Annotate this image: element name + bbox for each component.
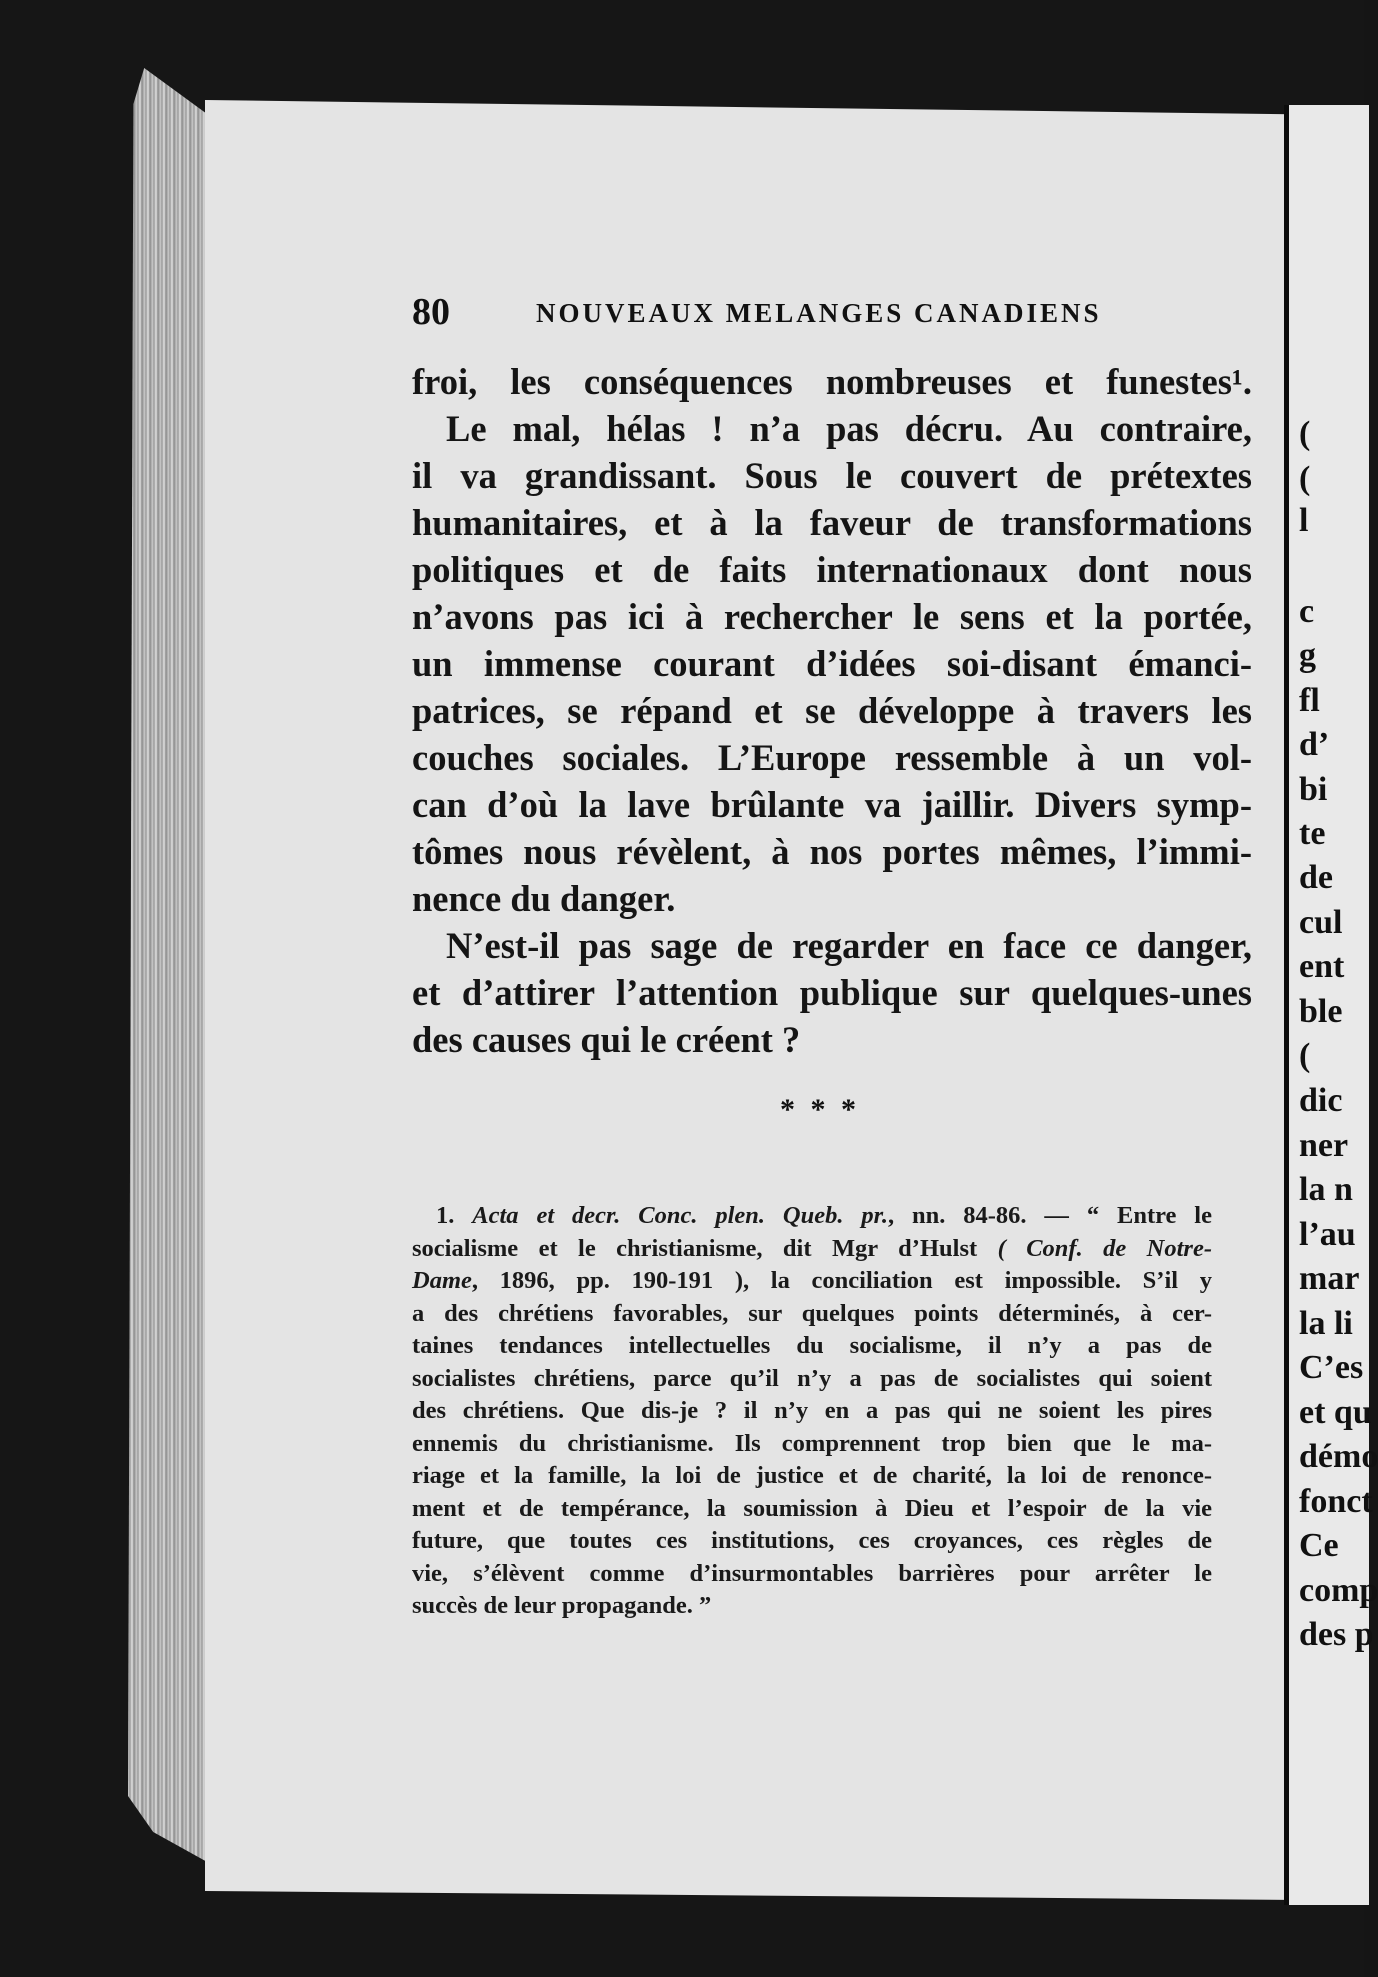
- footnote-line: [412, 1233, 1212, 1266]
- footnote-citation: ( Conf. de Notre-: [997, 1234, 1213, 1262]
- body-line: et d’attirer l’attention publique sur quelques-unes: [412, 972, 1252, 1013]
- facing-page-fragment: g: [1299, 637, 1316, 674]
- facing-page-fragment: ent: [1299, 948, 1345, 985]
- body-line: n’avons pas ici à rechercher le sens et la portée,: [412, 596, 1252, 637]
- facing-page-fragment: la li: [1299, 1305, 1353, 1342]
- page-number: 80: [412, 291, 450, 333]
- facing-page-fragment: l: [1299, 502, 1309, 539]
- facing-page-fragment: mar: [1299, 1260, 1360, 1297]
- facing-page-fragment: C’es: [1299, 1349, 1364, 1386]
- footnote-line: des chrétiens. Que dis-je ? il n’y en a pas qui ne soient les pires: [412, 1397, 1212, 1424]
- footnote-number: 1.: [436, 1202, 473, 1229]
- facing-page-fragment: et qu: [1299, 1394, 1372, 1431]
- page-header: [412, 290, 1252, 335]
- footnote-line: riage et la famille, la loi de justice et de charité, la loi de renonce-: [412, 1462, 1212, 1489]
- facing-page-fragment: la n: [1299, 1171, 1353, 1208]
- footnote-line: [412, 1200, 1212, 1233]
- facing-page-fragment: (: [1299, 460, 1311, 497]
- facing-page-fragment: fl: [1299, 682, 1320, 719]
- facing-page-fragment: Ce: [1299, 1527, 1339, 1564]
- facing-page-fragment: (: [1299, 415, 1311, 452]
- facing-page-fragment: des p: [1299, 1616, 1374, 1653]
- facing-page-fragment: ble: [1299, 993, 1343, 1030]
- footnote-line: socialistes chrétiens, parce qu’il n’y a pas de socialistes qui soient: [412, 1364, 1212, 1392]
- facing-page-fragment: te: [1299, 815, 1326, 852]
- body-line: can d’où la lave brûlante va jaillir. Divers symp-: [412, 784, 1252, 825]
- footnote-line: taines tendances intellectuelles du socialisme, il n’y a pas de: [412, 1332, 1212, 1359]
- body-line: froi, les conséquences nombreuses et funestes¹.: [412, 361, 1252, 402]
- body-line: un immense courant d’idées soi-disant émanci-: [412, 643, 1252, 684]
- facing-page-fragment: dic: [1299, 1082, 1343, 1119]
- footnote-line: vie, s’élèvent comme d’insurmontables barrières pour arrêter le: [412, 1559, 1212, 1587]
- section-asterism: * * *: [780, 1093, 860, 1126]
- facing-page-edge: [1284, 105, 1378, 1905]
- body-line: il va grandissant. Sous le couvert de prétextes: [412, 455, 1252, 496]
- facing-page-fragment: démo: [1299, 1438, 1378, 1475]
- footnote-line: ennemis du christianisme. Ils comprennent trop bien que le ma-: [412, 1429, 1212, 1457]
- facing-page-fragment: c: [1299, 593, 1315, 630]
- footnote-line: succès de leur propagande. ”: [412, 1592, 712, 1619]
- facing-page-fragment: comp: [1299, 1572, 1378, 1609]
- footnote-line: future, que toutes ces institutions, ces croyances, ces règles de: [412, 1527, 1212, 1554]
- facing-page-fragment: ner: [1299, 1127, 1349, 1164]
- facing-page-fragment: d’: [1299, 726, 1330, 763]
- facing-page-fragment: (: [1299, 1037, 1311, 1074]
- book-page-stack: [128, 68, 218, 1868]
- footnote-text: , 1896, pp. 190-191 ), la conciliation est impossible. S’il y: [471, 1267, 1212, 1294]
- body-line: N’est-il pas sage de regarder en face ce danger,: [446, 925, 1252, 966]
- footnote-line: ment et de tempérance, la soumission à Dieu et l’espoir de la vie: [412, 1494, 1212, 1522]
- body-line: des causes qui le créent ?: [412, 1019, 801, 1060]
- body-line: Le mal, hélas ! n’a pas décru. Au contraire,: [446, 408, 1252, 449]
- footnote-citation: Acta et decr. Conc. plen. Queb. pr.: [472, 1202, 888, 1229]
- footnote-text: , nn. 84-86. — “ Entre le: [887, 1202, 1212, 1229]
- footnote: [412, 1200, 1212, 1623]
- facing-page-fragment: bi: [1299, 771, 1328, 808]
- facing-page-fragment: l’au: [1299, 1216, 1356, 1253]
- body-line: nence du danger.: [412, 878, 676, 919]
- body-line: politiques et de faits internationaux dont nous: [412, 549, 1252, 590]
- footnote-text: socialisme et le christianisme, dit Mgr d’Hulst: [412, 1234, 978, 1262]
- facing-page-fragment: cul: [1299, 904, 1343, 941]
- body-line: humanitaires, et à la faveur de transformations: [412, 502, 1252, 543]
- footnote-citation: Dame: [412, 1267, 472, 1294]
- footnote-line: a des chrétiens favorables, sur quelques points déterminés, à cer-: [412, 1299, 1212, 1327]
- body-text: [412, 358, 1252, 1063]
- footnote-line: [412, 1265, 1212, 1298]
- facing-page-fragment: fonct: [1299, 1483, 1373, 1520]
- running-title: NOUVEAUX MELANGES CANADIENS: [536, 298, 1102, 328]
- facing-page-fragment: de: [1299, 859, 1333, 896]
- body-line: couches sociales. L’Europe ressemble à un vol-: [412, 737, 1252, 778]
- body-line: tômes nous révèlent, à nos portes mêmes, l’immi-: [412, 831, 1252, 872]
- body-line: patrices, se répand et se développe à travers les: [412, 690, 1252, 731]
